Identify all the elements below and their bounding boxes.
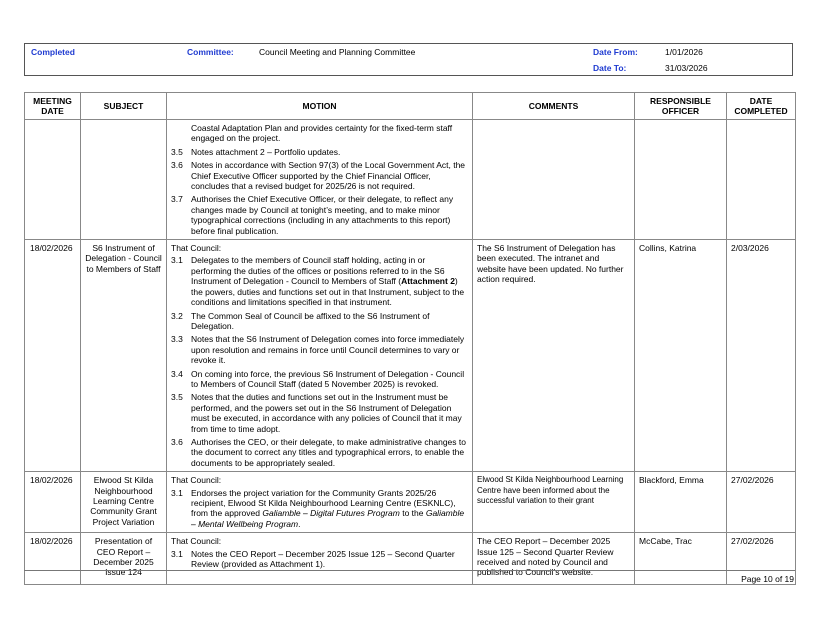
actions-table [24, 92, 796, 585]
table-row [25, 533, 796, 585]
meeting-date-cell: 18/02/2026 [25, 533, 81, 585]
footer-divider [24, 570, 795, 571]
motion-item [171, 311, 468, 332]
motion-item-number: 3.5 [171, 146, 183, 157]
motion-item [171, 160, 468, 191]
col-date-completed: DATE COMPLETED [727, 93, 796, 120]
date-completed-cell: 27/02/2026 [727, 533, 796, 585]
motion-item [171, 147, 468, 157]
meeting-date-cell: 18/02/2026 [25, 240, 81, 472]
date-completed-cell [727, 120, 796, 240]
table-row [25, 472, 796, 533]
col-comments: COMMENTS [473, 93, 635, 120]
motion-intro: That Council: [171, 243, 222, 254]
motion-item-text: The Common Seal of Council be affixed to the S6 Instrument of Delegation. [191, 310, 430, 331]
comments-cell: The S6 Instrument of Delegation has been executed. The intranet and website have been updated. No further action required. [473, 240, 635, 472]
motion-item-number: 3.4 [171, 368, 183, 379]
motion-continuation: Coastal Adaptation Plan and provides certainty for the fixed-term staff engaged on the project. [191, 123, 453, 144]
motion-item-text: Authorises the CEO, or their delegate, to make administrative changes to the document to correct any titles and typographical errors, to enable the documents to be appropriately sealed. [191, 436, 466, 468]
motion-item-text: On coming into force, the previous S6 Instrument of Delegation - Council to Members of Council Staff (dated 5 November 2025) is revoked. [191, 368, 465, 389]
motion-item-text: Notes that the duties and functions set out in the Instrument must be performed, and the powers set out in the S6 Instrument of Delegation must be executed, in accordance with any policies of Council that it may from time to time adopt. [191, 392, 462, 434]
motion-item-text: Notes in accordance with Section 97(3) of the Local Government Act, the Chief Executive Officer supported by the Chief Financial Officer, concludes that a revised budget for 2025/26 is not required. [191, 160, 466, 192]
motion-text-part: Delegates to the members of Council staff holding, acting in or performing the duties of the offices or positions referred to in the S6 Instrument of Delegation - Council to Members of Staff ( [191, 255, 445, 287]
motion-cell [167, 240, 473, 472]
motion-item-number: 3.1 [171, 548, 183, 559]
subject-cell [81, 120, 167, 240]
date-from-value: 1/01/2026 [665, 47, 703, 57]
col-meeting-date: MEETING DATE [25, 93, 81, 120]
page-number: Page 10 of 19 [741, 574, 794, 584]
motion-item [171, 392, 468, 434]
motion-item-number: 3.1 [171, 255, 183, 266]
subject-cell: Presentation of CEO Report – December 2025 Issue 124 [81, 533, 167, 585]
motion-item-text: Notes attachment 2 – Portfolio updates. [191, 146, 341, 157]
motion-item [171, 194, 468, 236]
comments-cell [473, 120, 635, 240]
motion-item-number: 3.5 [171, 392, 183, 403]
table-header-row [25, 93, 796, 120]
program-name: Galiamble – Mental Wellbeing Program [191, 508, 465, 529]
motion-item-number: 3.6 [171, 160, 183, 171]
motion-intro: That Council: [171, 475, 222, 486]
motion-item-text: Notes that the S6 Instrument of Delegation comes into force immediately upon resolution and remains in force until Council determines to vary or revoke it. [191, 334, 465, 366]
date-to-label: Date To: [593, 63, 627, 73]
motion-item [171, 369, 468, 390]
col-subject: SUBJECT [81, 93, 167, 120]
motion-item [171, 488, 468, 530]
comments-cell: The CEO Report – December 2025 Issue 125 – Second Quarter Review received and noted by Council and published to Council’s website. [473, 533, 635, 585]
motion-item-number: 3.3 [171, 334, 183, 345]
motion-item [171, 437, 468, 468]
attachment-reference: Attachment 2 [401, 276, 455, 287]
motion-item-text: Notes the CEO Report – December 2025 Issue 125 – Second Quarter Review (provided as Attachment 1). [191, 548, 455, 570]
motion-item-number: 3.7 [171, 194, 183, 205]
motion-cell [167, 120, 473, 240]
motion-text-part: Endorses the project variation for the Community Grants 2025/26 recipient, Elwood St Kilda Neighbourhood Learning Centre (ESKNLC), from the approved [191, 487, 456, 519]
motion-item [171, 255, 468, 307]
table-row [25, 240, 796, 472]
status-label: Completed [31, 47, 75, 57]
motion-item-number: 3.2 [171, 310, 183, 321]
motion-item-text [191, 255, 468, 307]
meeting-date-cell [25, 120, 81, 240]
motion-intro: That Council: [171, 536, 222, 547]
date-completed-cell: 27/02/2026 [727, 472, 796, 533]
program-name: Galiamble – Digital Futures Program [262, 508, 400, 519]
motion-text-part: to the [399, 508, 426, 519]
report-filter-header [24, 43, 793, 76]
motion-cell [167, 533, 473, 585]
motion-item [171, 549, 468, 570]
date-completed-cell: 2/03/2026 [727, 240, 796, 472]
motion-text-part: . [298, 518, 301, 529]
committee-label: Committee: [187, 47, 234, 57]
col-motion: MOTION [167, 93, 473, 120]
motion-item-text [191, 488, 468, 530]
meeting-date-cell: 18/02/2026 [25, 472, 81, 533]
motion-cell [167, 472, 473, 533]
date-to-value: 31/03/2026 [665, 63, 708, 73]
comments-cell: Elwood St Kilda Neighbourhood Learning Centre have been informed about the successful variation to their grant [473, 472, 635, 533]
officer-cell: Collins, Katrina [635, 240, 727, 472]
motion-item [171, 334, 468, 365]
officer-cell: McCabe, Trac [635, 533, 727, 585]
subject-cell: Elwood St Kilda Neighbourhood Learning Centre Community Grant Project Variation [81, 472, 167, 533]
motion-item-number: 3.6 [171, 436, 183, 447]
officer-cell: Blackford, Emma [635, 472, 727, 533]
table-row [25, 120, 796, 240]
subject-cell: S6 Instrument of Delegation - Council to Members of Staff [81, 240, 167, 472]
motion-item-text: Authorises the Chief Executive Officer, or their delegate, to reflect any changes made by Council at tonight’s meeting, and to make minor typographical corrections (including in any attachments to this report) before final publication. [191, 194, 454, 236]
officer-cell [635, 120, 727, 240]
committee-value: Council Meeting and Planning Committee [259, 47, 416, 57]
motion-item-number: 3.1 [171, 487, 183, 498]
col-responsible-officer: RESPONSIBLE OFFICER [635, 93, 727, 120]
date-from-label: Date From: [593, 47, 638, 57]
motion-text-part: ) the powers, duties and functions set out in that Instrument, subject to the conditions and limitations specified in that instrument. [191, 276, 465, 308]
